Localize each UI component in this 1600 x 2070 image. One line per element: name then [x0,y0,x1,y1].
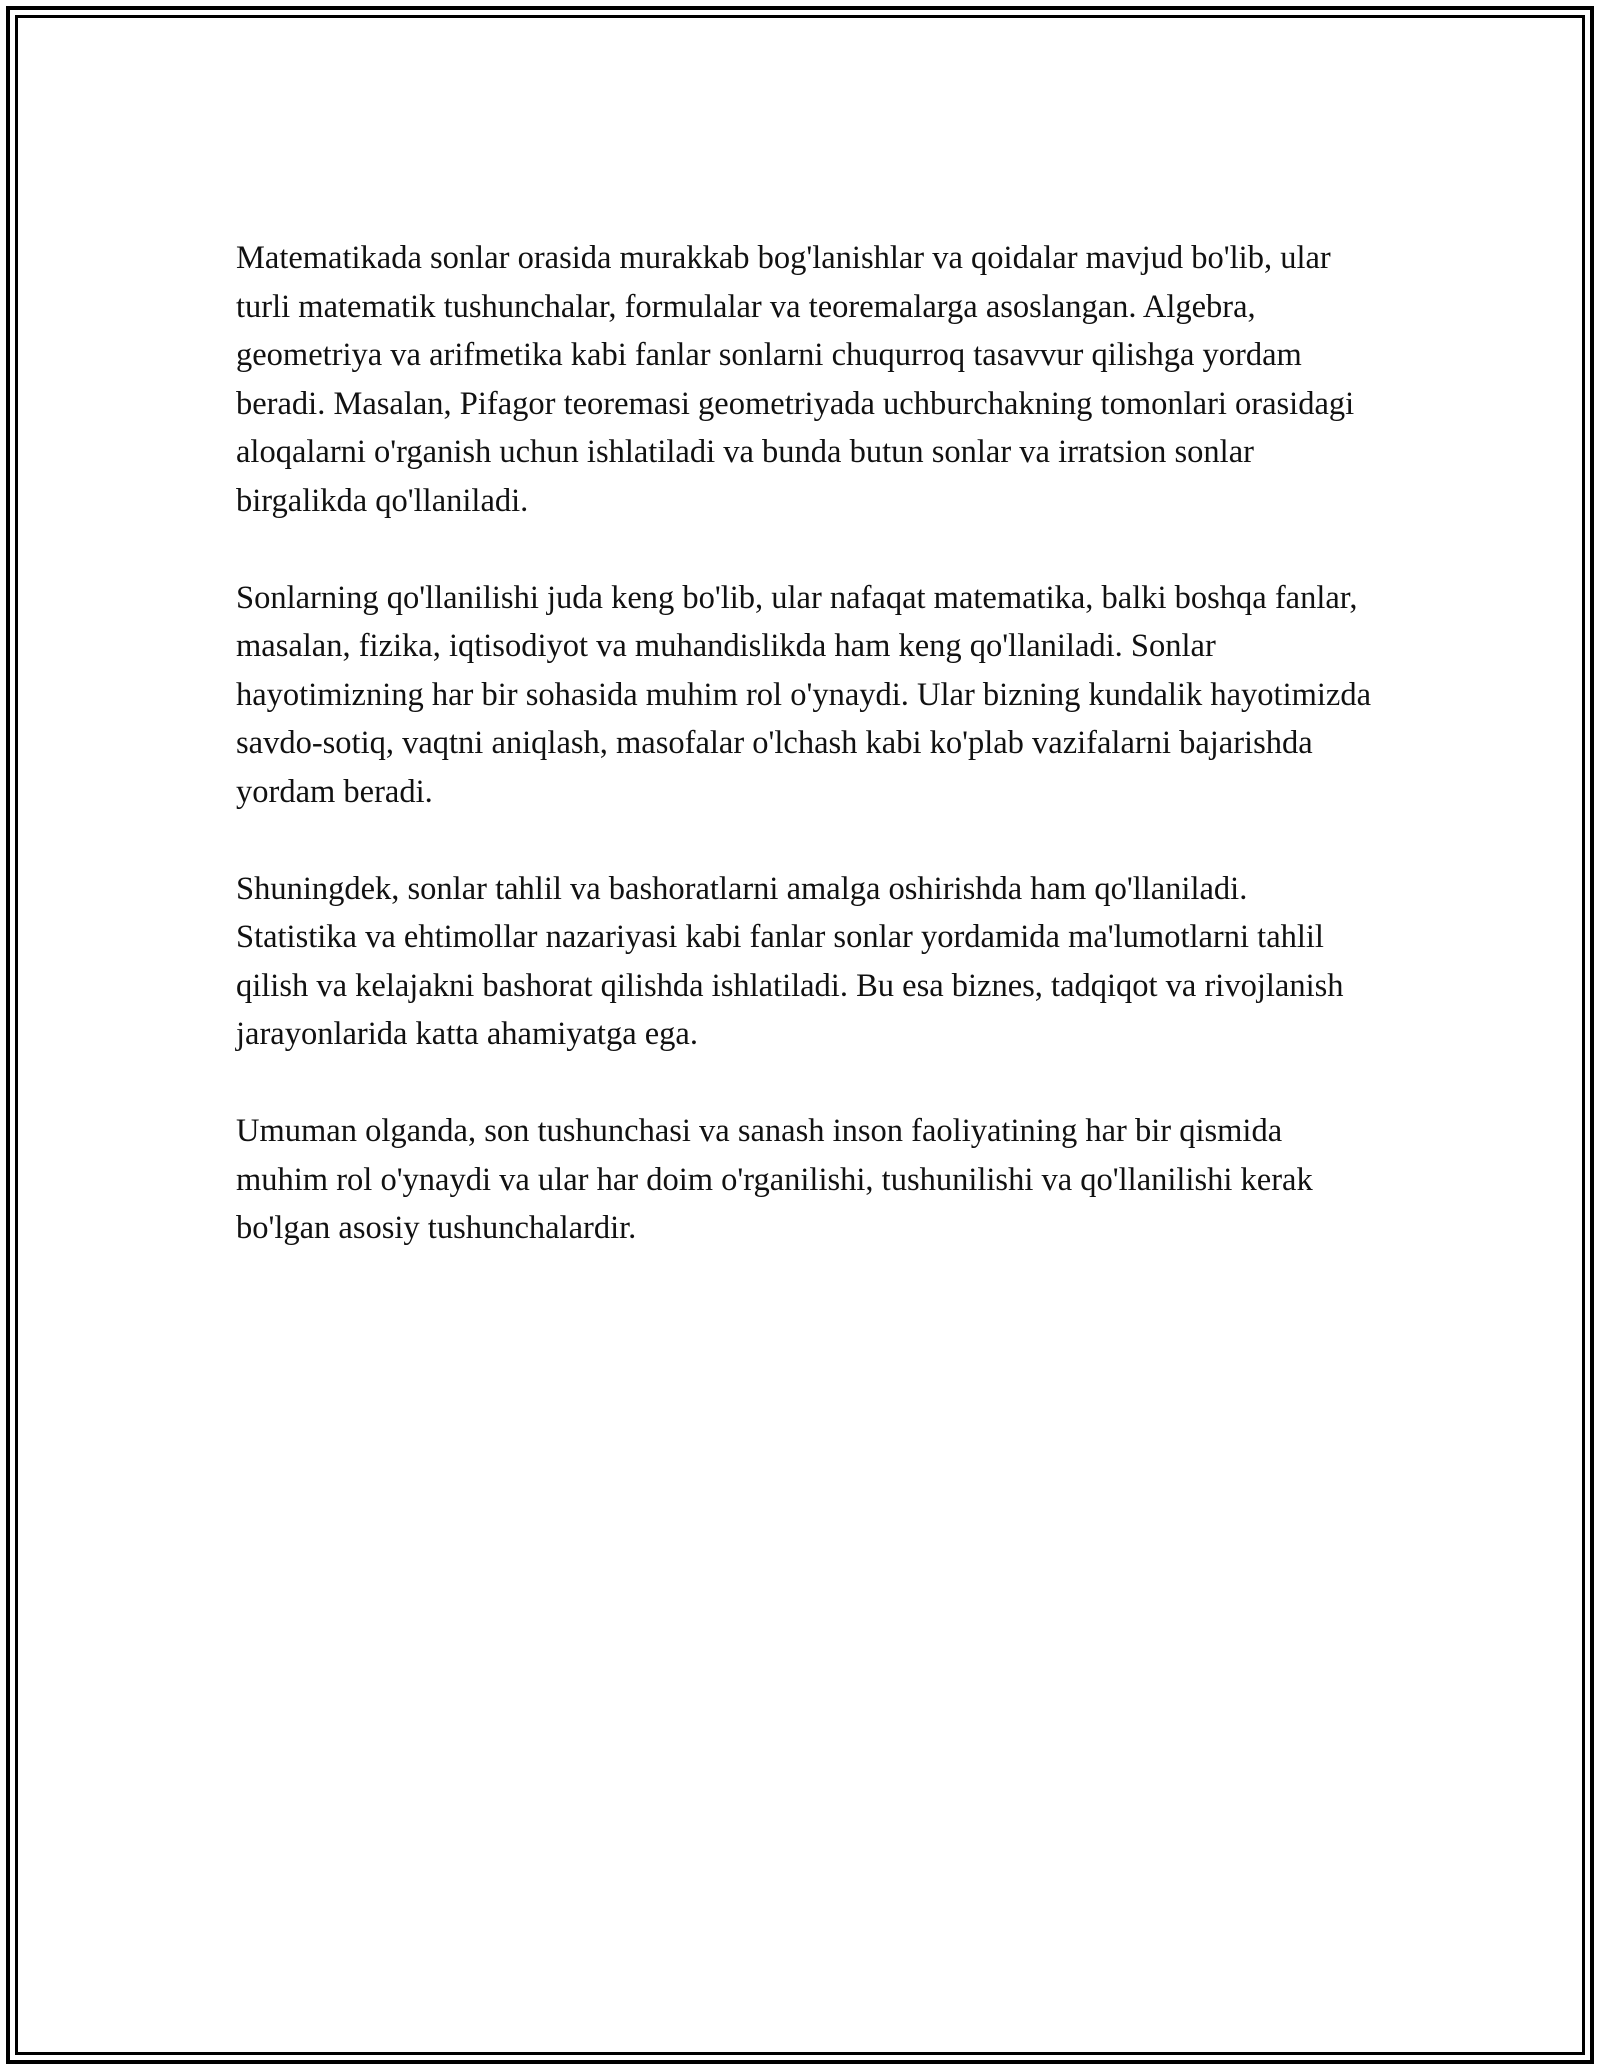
paragraph-3: Shuningdek, sonlar tahlil va bashoratlarni amalga oshirishda ham qo'llaniladi. Statistika va ehtimollar nazariyasi kabi fanlar sonlar yordamida ma'lumotlarni tahlil qilish va kelajakni bashorat qilishda ishlatiladi. Bu esa biznes, tadqiqot va rivojlanish jarayonlarida katta ahamiyatga ega. [236,870,1344,1052]
paragraph-2: Sonlarning qo'llanilishi juda keng bo'lib, ular nafaqat matematika, balki boshqa fanlar, masalan, fizika, iqtisodiyot va muhandislikda ham keng qo'llaniladi. Sonlar hayotimizning har bir sohasida muhim rol o'ynaydi. Ular bizning kundalik hayotimizda savdo-sotiq, vaqtni aniqlash, masofalar o'lchash kabi ko'plab vazifalarni bajarishda yordam beradi. [236,579,1372,810]
paragraph-4: Umuman olganda, son tushunchasi va sanash inson faoliyatining har bir qismida muhim rol o'ynaydi va ular har doim o'rganilishi, tushunilishi va qo'llanilishi kerak bo'lgan asosiy tushunchalardir. [236,1113,1313,1246]
document-body [236,234,1376,1253]
paragraph-1: Matematikada sonlar orasida murakkab bog'lanishlar va qoidalar mavjud bo'lib, ular turli matematik tushunchalar, formulalar va teoremalarga asoslangan. Algebra, geometriya va arifmetika kabi fanlar sonlarni chuqurroq tasavvur qilishga yordam beradi. Masalan, Pifagor teoremasi geometriyada uchburchakning tomonlari orasidagi aloqalarni o'rganish uchun ishlatiladi va bunda butun sonlar va irratsion sonlar birgalikda qo'llaniladi. [236,240,1355,519]
